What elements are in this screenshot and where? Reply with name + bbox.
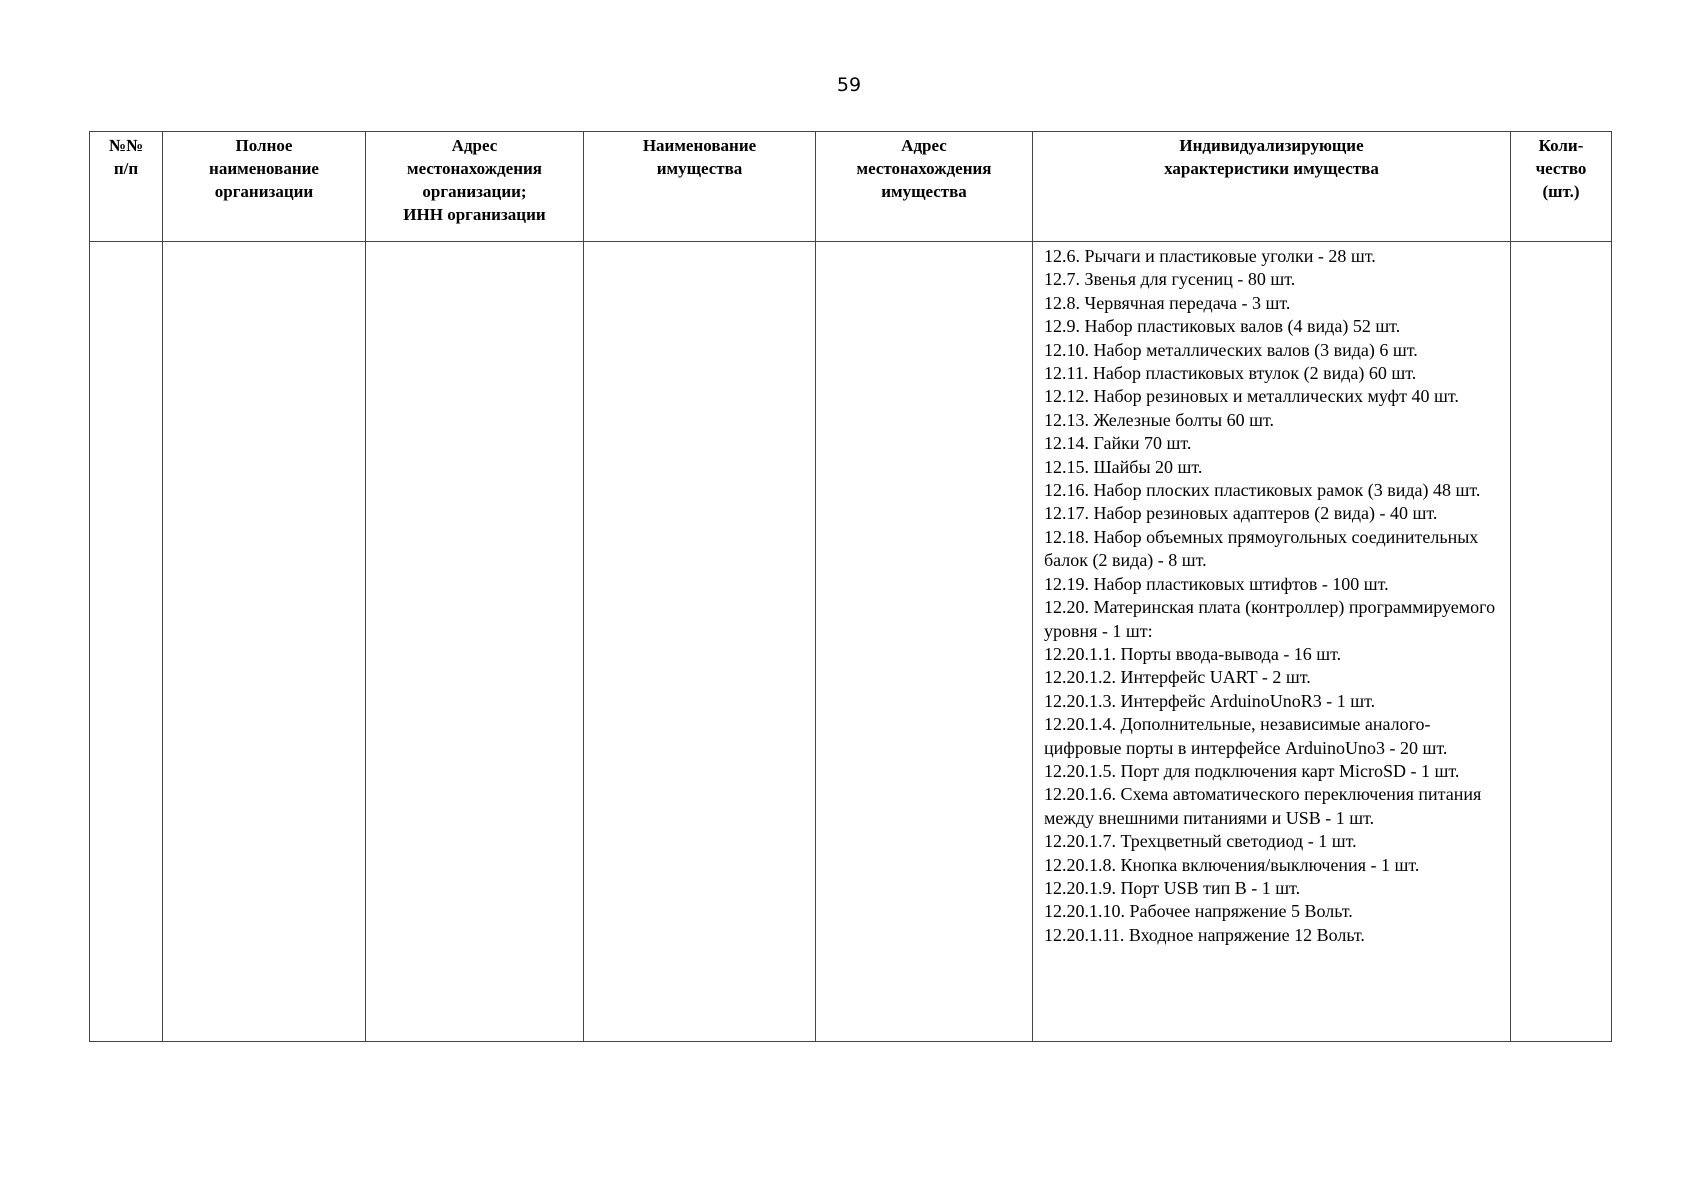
column-header-number: [90, 132, 163, 242]
characteristic-item: 12.20.1.4. Дополнительные, независимые аналого-цифровые порты в интерфейсе ArduinoUno3 - 20 шт.: [1044, 714, 1448, 758]
column-header-label: Индивидуализирующие характеристики имущества: [1164, 136, 1379, 178]
characteristic-item: 12.20.1.9. Порт USB тип B - 1 шт.: [1044, 877, 1301, 898]
characteristic-item: 12.16. Набор плоских пластиковых рамок (3 вида) 48 шт.: [1044, 480, 1481, 501]
table-row: [90, 242, 1612, 1042]
characteristic-item: 12.6. Рычаги и пластиковые уголки - 28 шт.: [1044, 246, 1376, 266]
cell-characteristics: [1033, 242, 1511, 1042]
characteristic-item: 12.17. Набор резиновых адаптеров (2 вида) - 40 шт.: [1044, 503, 1438, 524]
column-header-label: Полное наименование организации: [209, 136, 319, 201]
characteristic-item: 12.20.1.11. Входное напряжение 12 Вольт.: [1044, 924, 1365, 945]
column-header-quantity: [1511, 132, 1612, 242]
cell-organization-name: [163, 242, 366, 1042]
cell-property-name: [584, 242, 816, 1042]
characteristic-item: 12.13. Железные болты 60 шт.: [1044, 409, 1274, 430]
characteristic-item: 12.20.1.7. Трехцветный светодиод - 1 шт.: [1044, 831, 1357, 852]
characteristic-item: 12.19. Набор пластиковых штифтов - 100 шт.: [1044, 573, 1389, 594]
characteristic-item: 12.8. Червячная передача - 3 шт.: [1044, 292, 1291, 313]
column-header-organization-address: [366, 132, 584, 242]
column-header-label: Адрес местонахождения организации; ИНН организации: [403, 136, 546, 224]
cell-number: [90, 242, 163, 1042]
column-header-characteristics: [1033, 132, 1511, 242]
column-header-property-name: [584, 132, 816, 242]
characteristics-list: [1033, 242, 1510, 947]
column-header-label: Наименование имущества: [642, 136, 757, 178]
characteristic-item: 12.20.1.2. Интерфейс UART - 2 шт.: [1044, 667, 1311, 688]
column-header-label: Адрес местонахождения имущества: [856, 136, 992, 201]
characteristic-item: 12.14. Гайки 70 шт.: [1044, 433, 1192, 454]
characteristic-item: 12.20.1.5. Порт для подключения карт MicroSD - 1 шт.: [1044, 760, 1460, 781]
characteristic-item: 12.20.1.3. Интерфейс ArduinoUnoR3 - 1 шт.: [1044, 690, 1376, 711]
header-row: [90, 132, 1612, 242]
cell-organization-address: [366, 242, 584, 1042]
column-header-organization-name: [163, 132, 366, 242]
column-header-property-address: [816, 132, 1033, 242]
characteristic-item: 12.10. Набор металлических валов (3 вида) 6 шт.: [1044, 339, 1418, 360]
column-header-label: Коли- чество (шт.): [1535, 136, 1587, 201]
page-number: 59: [836, 74, 862, 96]
property-table: [89, 131, 1612, 1042]
characteristic-item: 12.15. Шайбы 20 шт.: [1044, 456, 1203, 477]
characteristic-item: 12.18. Набор объемных прямоугольных соединительных балок (2 вида) - 8 шт.: [1044, 526, 1479, 571]
characteristic-item: 12.20. Материнская плата (контроллер) программируемого уровня - 1 шт:: [1044, 597, 1496, 641]
characteristic-item: 12.11. Набор пластиковых втулок (2 вида) 60 шт.: [1044, 363, 1417, 384]
cell-property-address: [816, 242, 1033, 1042]
characteristic-item: 12.20.1.8. Кнопка включения/выключения - 1 шт.: [1044, 854, 1420, 875]
column-header-label: №№ п/п: [108, 136, 144, 178]
characteristic-item: 12.20.1.10. Рабочее напряжение 5 Вольт.: [1044, 901, 1353, 922]
characteristic-item: 12.20.1.6. Схема автоматического переключения питания между внешними питаниями и USB - 1 шт.: [1044, 784, 1482, 828]
characteristic-item: 12.12. Набор резиновых и металлических муфт 40 шт.: [1044, 386, 1459, 407]
characteristic-item: 12.9. Набор пластиковых валов (4 вида) 52 шт.: [1044, 316, 1401, 337]
table-header: [90, 132, 1612, 242]
characteristic-item: 12.7. Звенья для гусениц - 80 шт.: [1044, 269, 1296, 290]
characteristic-item: 12.20.1.1. Порты ввода-вывода - 16 шт.: [1044, 643, 1342, 664]
cell-quantity: [1511, 242, 1612, 1042]
